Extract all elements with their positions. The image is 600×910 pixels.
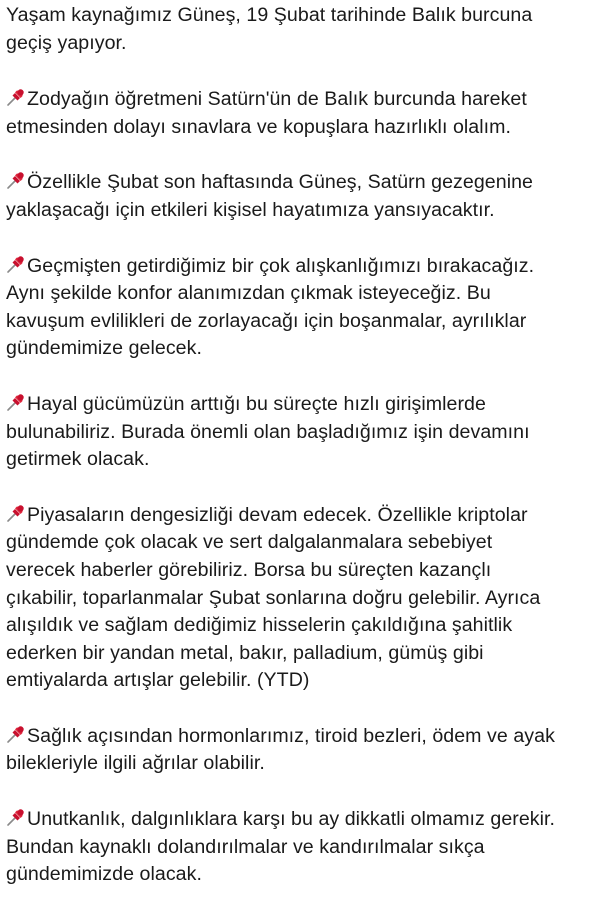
intro-paragraph: Yaşam kaynağımız Güneş, 19 Şubat tarihinde Balık burcuna geçiş yapıyor. — [6, 4, 533, 54]
bullet-text: Piyasaların dengesizliği devam edecek. Özellikle kriptolar gündemde çok olacak ve sert dalgalanmalara sebebiyet verecek haberler görebiliriz. Borsa bu süreçten kazançlı çıkabilir, toparlanmalar Şubat sonlarına doğru gelebilir. Ayrıca alışıldık ve sağlam dediğimiz hisselerin çakıldığına şahitlik ederken bir yandan metal, bakır, palladium, gümüş gibi emtiyalarda artışlar gelebilir. (YTD) — [6, 503, 541, 692]
bullet-paragraph-markets — [6, 502, 594, 695]
bullet-paragraph-sun — [6, 169, 594, 224]
pushpin-icon — [6, 503, 26, 523]
bullet-text: Unutkanlık, dalgınlıklara karşı bu ay dikkatli olmamız gerekir. Bundan kaynaklı dolandırılmalar ve kandırılmalar sıkça gündemimizde olacak. — [6, 808, 556, 886]
bullet-paragraph-forgetfulness — [6, 806, 594, 889]
bullet-text: Hayal gücümüzün arttığı bu süreçte hızlı girişimlerde bulunabiliriz. Burada önemli olan başladığımız işin devamını getirmek olacak. — [6, 392, 530, 471]
pushpin-icon — [6, 807, 26, 827]
pushpin-icon — [6, 170, 26, 190]
bullet-text: Geçmişten getirdiğimiz bir çok alışkanlığımızı bırakacağız. Aynı şekilde konfor alanımızdan çıkmak isteyeceğiz. Bu kavuşum evlilikleri de zorlayacağı için boşanmalar, ayrılıklar gündemimize gelecek. — [6, 254, 535, 360]
bullet-text: Sağlık açısından hormonlarımız, tiroid bezleri, ödem ve ayak bilekleriyle ilgili ağrılar olabilir. — [6, 724, 555, 775]
pushpin-icon — [6, 87, 26, 107]
bullet-paragraph-health — [6, 723, 594, 778]
pushpin-icon — [6, 392, 26, 412]
pushpin-icon — [6, 724, 26, 744]
bullet-paragraph-imagination — [6, 391, 594, 474]
bullet-paragraph-saturn — [6, 86, 594, 141]
pushpin-icon — [6, 254, 26, 274]
bullet-paragraph-habits — [6, 253, 594, 363]
bullet-text: Özellikle Şubat son haftasında Güneş, Satürn gezegenine yaklaşacağı için etkileri kişisel hayatımıza yansıyacaktır. — [6, 171, 533, 221]
bullet-text: Zodyağın öğretmeni Satürn'ün de Balık burcunda hareket etmesinden dolayı sınavlara ve kopuşlara hazırlıklı olalım. — [6, 88, 527, 138]
